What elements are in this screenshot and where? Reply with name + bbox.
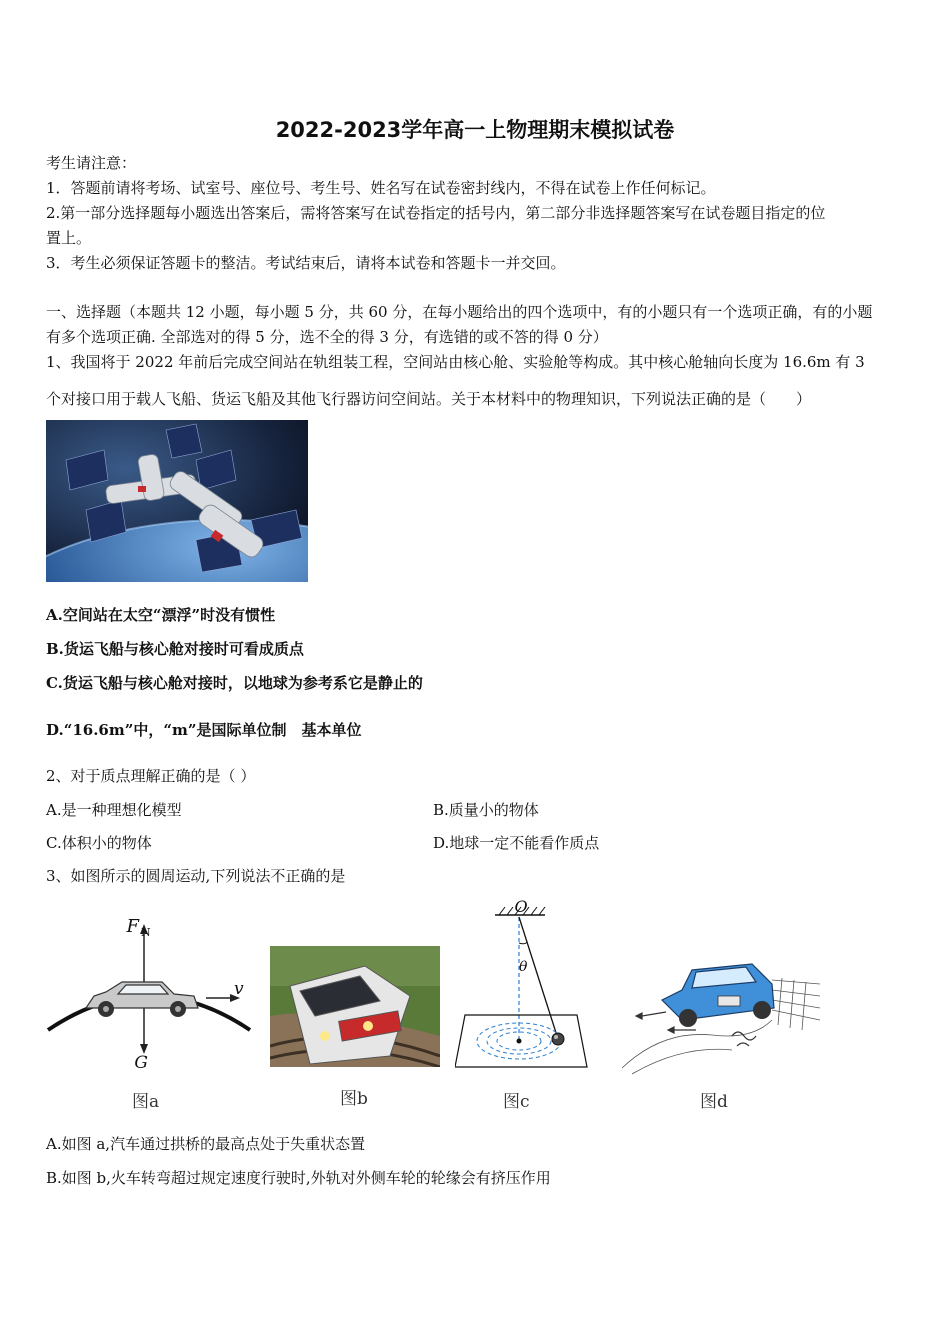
notice-item-2: 2.第一部分选择题每小题选出答案后，需将答案写在试卷指定的括号内，第二部分非选择题答案写在试卷题目指定的位 [46,204,826,222]
q1-option-a: A.空间站在太空“漂浮”时没有惯性 [46,606,276,624]
section-instructions-1: 一、选择题（本题共 12 小题，每小题 5 分，共 60 分，在每小题给出的四个选项中，有的小题只有一个选项正确，有的小题 [46,303,873,321]
normal-force-subscript: N [141,926,151,939]
q1-stem-2: 个对接口用于载人飞船、货运飞船及其他飞行器访问空间站。关于本材料中的物理知识，下列说法正确的是（ ） [46,390,812,408]
q3-stem: 3、如图所示的圆周运动,下列说法不正确的是 [46,867,346,885]
normal-force-label: F [126,916,139,937]
figure-c-conical-pendulum [455,895,595,1073]
caption-figure-b: 图b [340,1089,368,1109]
caption-figure-a: 图a [132,1092,160,1112]
section-instructions-2: 有多个选项正确. 全部选对的得 5 分，选不全的得 3 分，有选错的或不答的得 0 分） [46,328,608,346]
q2-option-d: D.地球一定不能看作质点 [433,834,600,852]
q2-stem: 2、对于质点理解正确的是（ ） [46,767,256,785]
q3-option-b: B.如图 b,火车转弯超过规定速度行驶时,外轨对外侧车轮的轮缘会有挤压作用 [46,1169,551,1187]
q1-option-d: D.“16.6m”中，“m”是国际单位制 基本单位 [46,721,362,739]
q2-option-c: C.体积小的物体 [46,834,152,852]
notice-item-2-cont: 置上。 [46,229,92,247]
q3-option-a: A.如图 a,汽车通过拱桥的最高点处于失重状态置 [46,1135,366,1153]
notice-item-1: 1．答题前请将考场、试室号、座位号、考生号、姓名写在试卷密封线内，不得在试卷上作任何标记。 [46,179,716,197]
q1-stem-1: 1、我国将于 2022 年前后完成空间站在轨组装工程，空间站由核心舱、实验舱等构成。其中核心舱轴向长度为 16.6m 有 3 [46,353,865,371]
notice-heading: 考生请注意： [46,154,137,172]
figure-d-car-skidding [622,950,820,1075]
angle-label: θ [519,959,528,975]
gravity-label: G [134,1053,148,1073]
q2-option-a: A.是一种理想化模型 [46,801,182,819]
figure-b-train-on-curve [270,946,440,1067]
velocity-label: v [234,979,244,999]
figure-a-car-on-bridge [44,910,254,1075]
space-station-image [46,420,308,582]
caption-figure-c: 图c [503,1092,530,1112]
caption-figure-d: 图d [700,1092,728,1112]
notice-item-3: 3．考生必须保证答题卡的整洁。考试结束后，请将本试卷和答题卡一并交回。 [46,254,566,272]
q2-option-b: B.质量小的物体 [433,801,539,819]
q1-option-c: C.货运飞船与核心舱对接时，以地球为参考系它是静止的 [46,674,423,692]
exam-title: 2022-2023学年高一上物理期末模拟试卷 [275,118,675,142]
pivot-label: O [514,897,528,916]
q1-option-b: B.货运飞船与核心舱对接时可看成质点 [46,640,304,658]
